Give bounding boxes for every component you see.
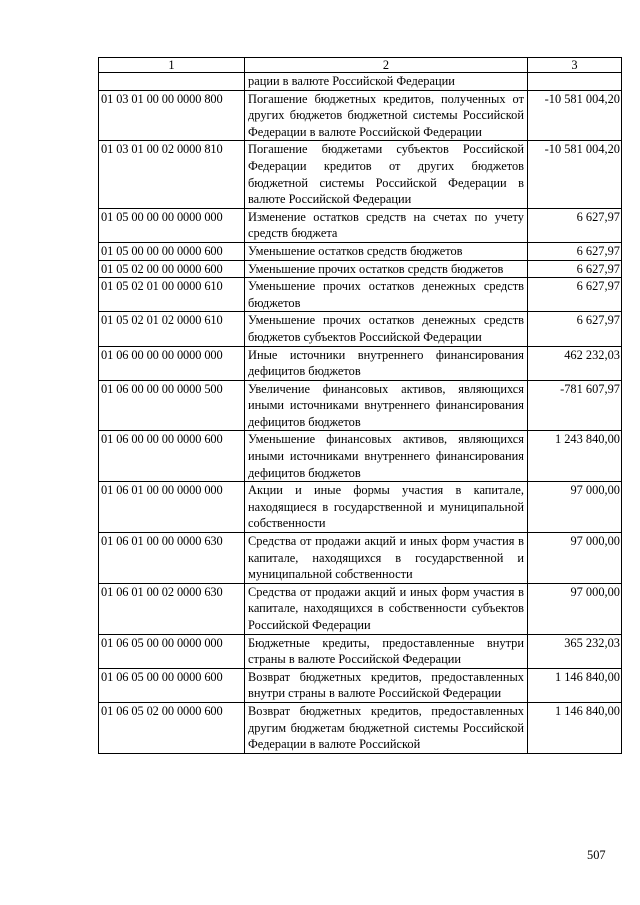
amount-cell: 365 232,03 <box>528 634 622 668</box>
code-cell: 01 06 01 00 02 0000 630 <box>99 583 245 634</box>
name-cell: Уменьшение прочих остатков денежных средств бюджетов субъектов Российской Федерации <box>245 312 528 346</box>
name-cell: Средства от продажи акций и иных форм участия в капитале, находящихся в государственной и муниципальной собственности <box>245 533 528 584</box>
code-cell: 01 05 02 01 02 0000 610 <box>99 312 245 346</box>
column-number-1: 1 <box>99 58 245 73</box>
code-cell: 01 06 05 02 00 0000 600 <box>99 702 245 753</box>
amount-cell: -10 581 004,20 <box>528 90 622 141</box>
table-row <box>99 278 622 312</box>
code-cell <box>99 73 245 91</box>
name-cell: Возврат бюджетных кредитов, предоставленных внутри страны в валюте Российской Федерации <box>245 668 528 702</box>
table-row <box>99 73 622 91</box>
amount-cell: 6 627,97 <box>528 242 622 260</box>
amount-cell: 97 000,00 <box>528 482 622 533</box>
amount-cell: 1 146 840,00 <box>528 668 622 702</box>
amount-cell: 97 000,00 <box>528 583 622 634</box>
amount-cell: 6 627,97 <box>528 208 622 242</box>
name-cell: Уменьшение прочих остатков денежных средств бюджетов <box>245 278 528 312</box>
table-row <box>99 90 622 141</box>
amount-cell <box>528 73 622 91</box>
amount-cell: 1 243 840,00 <box>528 431 622 482</box>
column-number-row <box>99 58 622 73</box>
table-row <box>99 583 622 634</box>
table-row <box>99 380 622 431</box>
code-cell: 01 03 01 00 00 0000 800 <box>99 90 245 141</box>
code-cell: 01 06 00 00 00 0000 000 <box>99 346 245 380</box>
code-cell: 01 05 02 01 00 0000 610 <box>99 278 245 312</box>
code-cell: 01 06 00 00 00 0000 500 <box>99 380 245 431</box>
name-cell: Погашение бюджетных кредитов, полученных от других бюджетов бюджетной системы Российской Федерации в валюте Российской Федерации <box>245 90 528 141</box>
code-cell: 01 06 01 00 00 0000 630 <box>99 533 245 584</box>
name-cell: Погашение бюджетами субъектов Российской Федерации кредитов от других бюджетов бюджетной системы Российской Федерации в валюте Российской Федерации <box>245 141 528 208</box>
table-row <box>99 634 622 668</box>
amount-cell: 6 627,97 <box>528 260 622 278</box>
code-cell: 01 05 00 00 00 0000 600 <box>99 242 245 260</box>
name-cell: Акции и иные формы участия в капитале, находящиеся в государственной и муниципальной собственности <box>245 482 528 533</box>
table-row <box>99 260 622 278</box>
code-cell: 01 05 00 00 00 0000 000 <box>99 208 245 242</box>
name-cell: Уменьшение прочих остатков средств бюджетов <box>245 260 528 278</box>
name-cell: Бюджетные кредиты, предоставленные внутри страны в валюте Российской Федерации <box>245 634 528 668</box>
table-row <box>99 533 622 584</box>
name-cell: Увеличение финансовых активов, являющихся иными источниками внутреннего финансирования дефицитов бюджетов <box>245 380 528 431</box>
table-row <box>99 482 622 533</box>
amount-cell: -10 581 004,20 <box>528 141 622 208</box>
code-cell: 01 06 00 00 00 0000 600 <box>99 431 245 482</box>
table-row <box>99 668 622 702</box>
table-row <box>99 346 622 380</box>
amount-cell: 462 232,03 <box>528 346 622 380</box>
column-number-2: 2 <box>245 58 528 73</box>
name-cell: Изменение остатков средств на счетах по учету средств бюджета <box>245 208 528 242</box>
table-row <box>99 141 622 208</box>
name-cell: рации в валюте Российской Федерации <box>245 73 528 91</box>
code-cell: 01 06 05 00 00 0000 600 <box>99 668 245 702</box>
name-cell: Иные источники внутреннего финансирования дефицитов бюджетов <box>245 346 528 380</box>
name-cell: Уменьшение остатков средств бюджетов <box>245 242 528 260</box>
table-row <box>99 208 622 242</box>
table-row <box>99 242 622 260</box>
amount-cell: 97 000,00 <box>528 533 622 584</box>
code-cell: 01 05 02 00 00 0000 600 <box>99 260 245 278</box>
table-row <box>99 702 622 753</box>
amount-cell: 1 146 840,00 <box>528 702 622 753</box>
code-cell: 01 06 01 00 00 0000 000 <box>99 482 245 533</box>
name-cell: Возврат бюджетных кредитов, предоставленных другим бюджетам бюджетной системы Российской Федерации в валюте Российской <box>245 702 528 753</box>
amount-cell: 6 627,97 <box>528 312 622 346</box>
code-cell: 01 06 05 00 00 0000 000 <box>99 634 245 668</box>
column-number-3: 3 <box>528 58 622 73</box>
budget-sources-table <box>98 57 622 754</box>
code-cell: 01 03 01 00 02 0000 810 <box>99 141 245 208</box>
amount-cell: -781 607,97 <box>528 380 622 431</box>
amount-cell: 6 627,97 <box>528 278 622 312</box>
name-cell: Уменьшение финансовых активов, являющихся иными источниками внутреннего финансирования дефицитов бюджетов <box>245 431 528 482</box>
table-body <box>99 73 622 754</box>
page-number: 507 <box>587 848 606 862</box>
table-row <box>99 312 622 346</box>
table-row <box>99 431 622 482</box>
name-cell: Средства от продажи акций и иных форм участия в капитале, находящихся в собственности субъектов Российской Федерации <box>245 583 528 634</box>
